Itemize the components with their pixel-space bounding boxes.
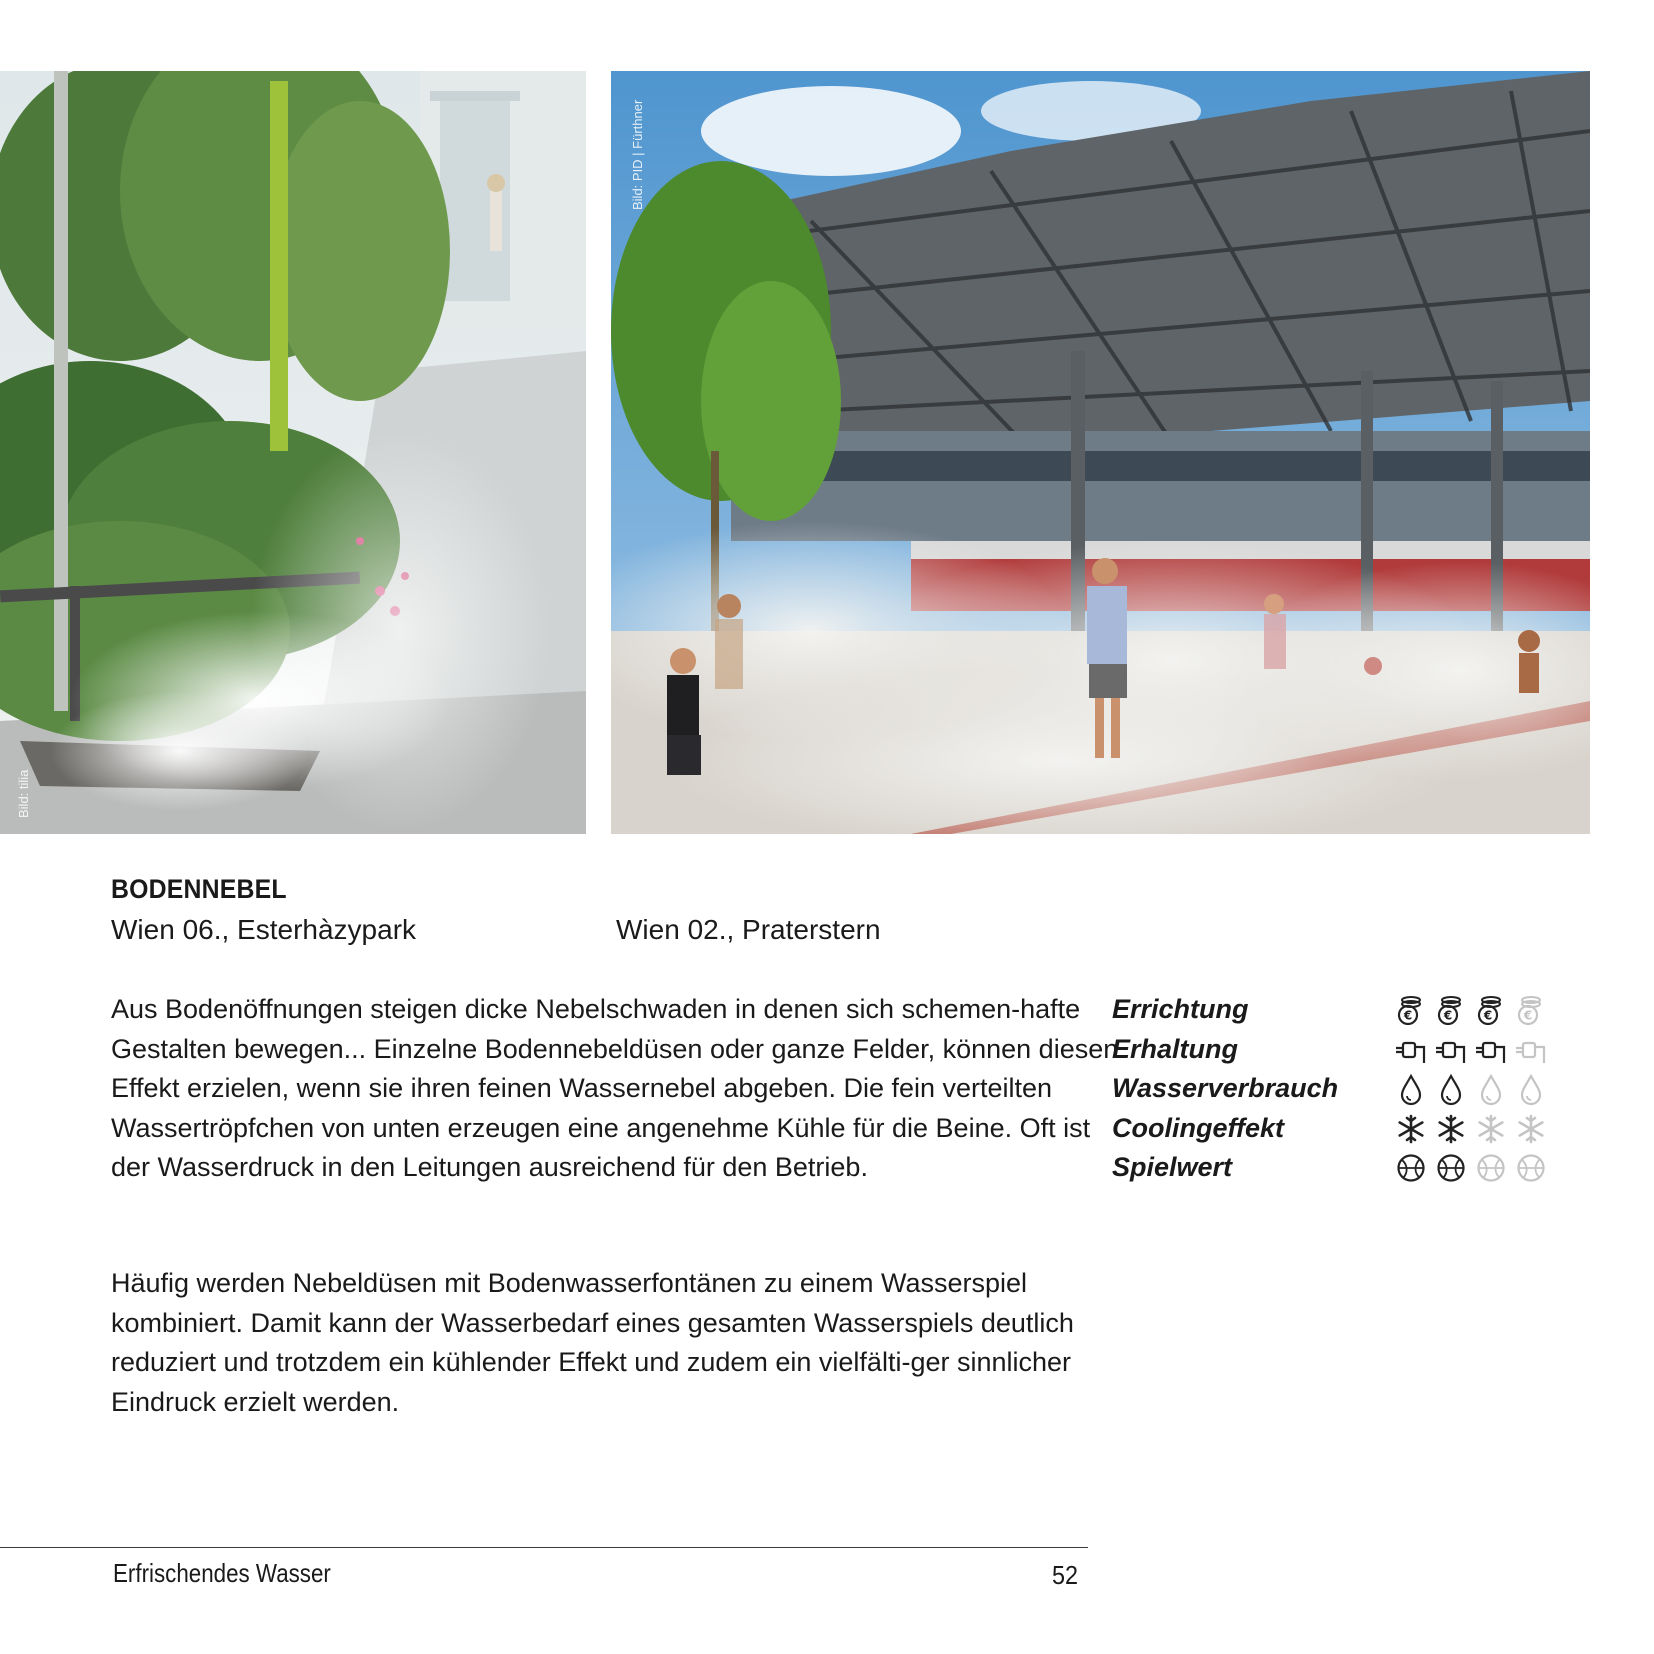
plug-icon	[1394, 1033, 1428, 1067]
photo-credit-right: Bild: PID | Fürthner	[630, 99, 645, 210]
rating-label: Errichtung	[1112, 994, 1249, 1024]
ball-icon	[1434, 1151, 1468, 1185]
water-drop-icon	[1434, 1072, 1468, 1106]
page-number: 52	[1052, 1560, 1079, 1590]
snowflake-icon	[1434, 1112, 1468, 1146]
ball-icon	[1394, 1151, 1428, 1185]
rating-row-erhaltung	[1112, 1033, 1572, 1073]
footer-divider	[0, 1547, 1088, 1548]
rating-icons	[1394, 1151, 1548, 1185]
rating-label: Coolingeffekt	[1112, 1112, 1285, 1143]
euro-coins-icon	[1514, 993, 1548, 1027]
euro-coins-icon	[1394, 993, 1428, 1027]
svg-text:€: €	[1403, 1008, 1413, 1023]
location-right: Wien 02., Praterstern	[616, 914, 881, 945]
euro-coins-icon	[1474, 993, 1508, 1027]
rating-icons	[1394, 1072, 1548, 1106]
rating-row-errichtung	[1112, 993, 1572, 1033]
footer-chapter-title: Erfrischendes Wasser	[113, 1558, 331, 1588]
ball-icon	[1474, 1151, 1508, 1185]
svg-text:€: €	[1523, 1008, 1533, 1023]
body-paragraph-1: Aus Bodenöffnungen steigen dicke Nebelschwaden in denen sich schemen-hafte Gestalten bewegen... Einzelne Bodennebeldüsen oder ganze Felder, können diesen Effekt erzielen, wenn sie ihren feinen Wassernebel abgeben. Die fein verteilten Wassertröpfchen von unten erzeugen eine angenehme Kühle für die Beine. Oft ist der Wasserdruck in den Leitungen ausreichend für den Betrieb.	[111, 994, 1119, 1182]
water-drop-icon	[1394, 1072, 1428, 1106]
rating-row-coolingeffekt	[1112, 1112, 1572, 1152]
svg-text:€: €	[1443, 1008, 1453, 1023]
snowflake-icon	[1394, 1112, 1428, 1146]
section-title: BODENNEBEL	[111, 874, 287, 904]
water-drop-icon	[1514, 1072, 1548, 1106]
snowflake-icon	[1514, 1112, 1548, 1146]
rating-label: Spielwert	[1112, 1152, 1233, 1182]
rating-row-wasserverbrauch	[1112, 1072, 1572, 1112]
snowflake-icon	[1474, 1112, 1508, 1146]
water-drop-icon	[1474, 1072, 1508, 1106]
plug-icon	[1474, 1033, 1508, 1067]
euro-coins-icon	[1434, 993, 1468, 1027]
rating-label: Erhaltung	[1112, 1033, 1238, 1064]
rating-table	[1112, 993, 1572, 1191]
ball-icon	[1514, 1151, 1548, 1185]
rating-label: Wasserverbrauch	[1112, 1073, 1339, 1103]
body-paragraph-2: Häufig werden Nebeldüsen mit Bodenwasserfontänen zu einem Wasserspiel kombiniert. Damit kann der Wasserbedarf eines gesamten Wasserspiels deutlich reduziert und trotzdem ein kühlender Effekt und zudem ein vielfälti-ger sinnlicher Eindruck erzielt werden.	[111, 1268, 1074, 1417]
photo-praterstern	[611, 71, 1590, 834]
photo-credit-left: Bild: tilia	[16, 769, 31, 818]
plug-icon	[1514, 1033, 1548, 1067]
rating-icons	[1394, 1033, 1548, 1067]
rating-icons	[1394, 1112, 1548, 1146]
rating-icons	[1394, 993, 1548, 1027]
photo-esterhazypark	[0, 71, 586, 834]
rating-row-spielwert	[1112, 1151, 1572, 1191]
svg-text:€: €	[1483, 1008, 1493, 1023]
location-left: Wien 06., Esterhàzypark	[111, 914, 417, 945]
plug-icon	[1434, 1033, 1468, 1067]
